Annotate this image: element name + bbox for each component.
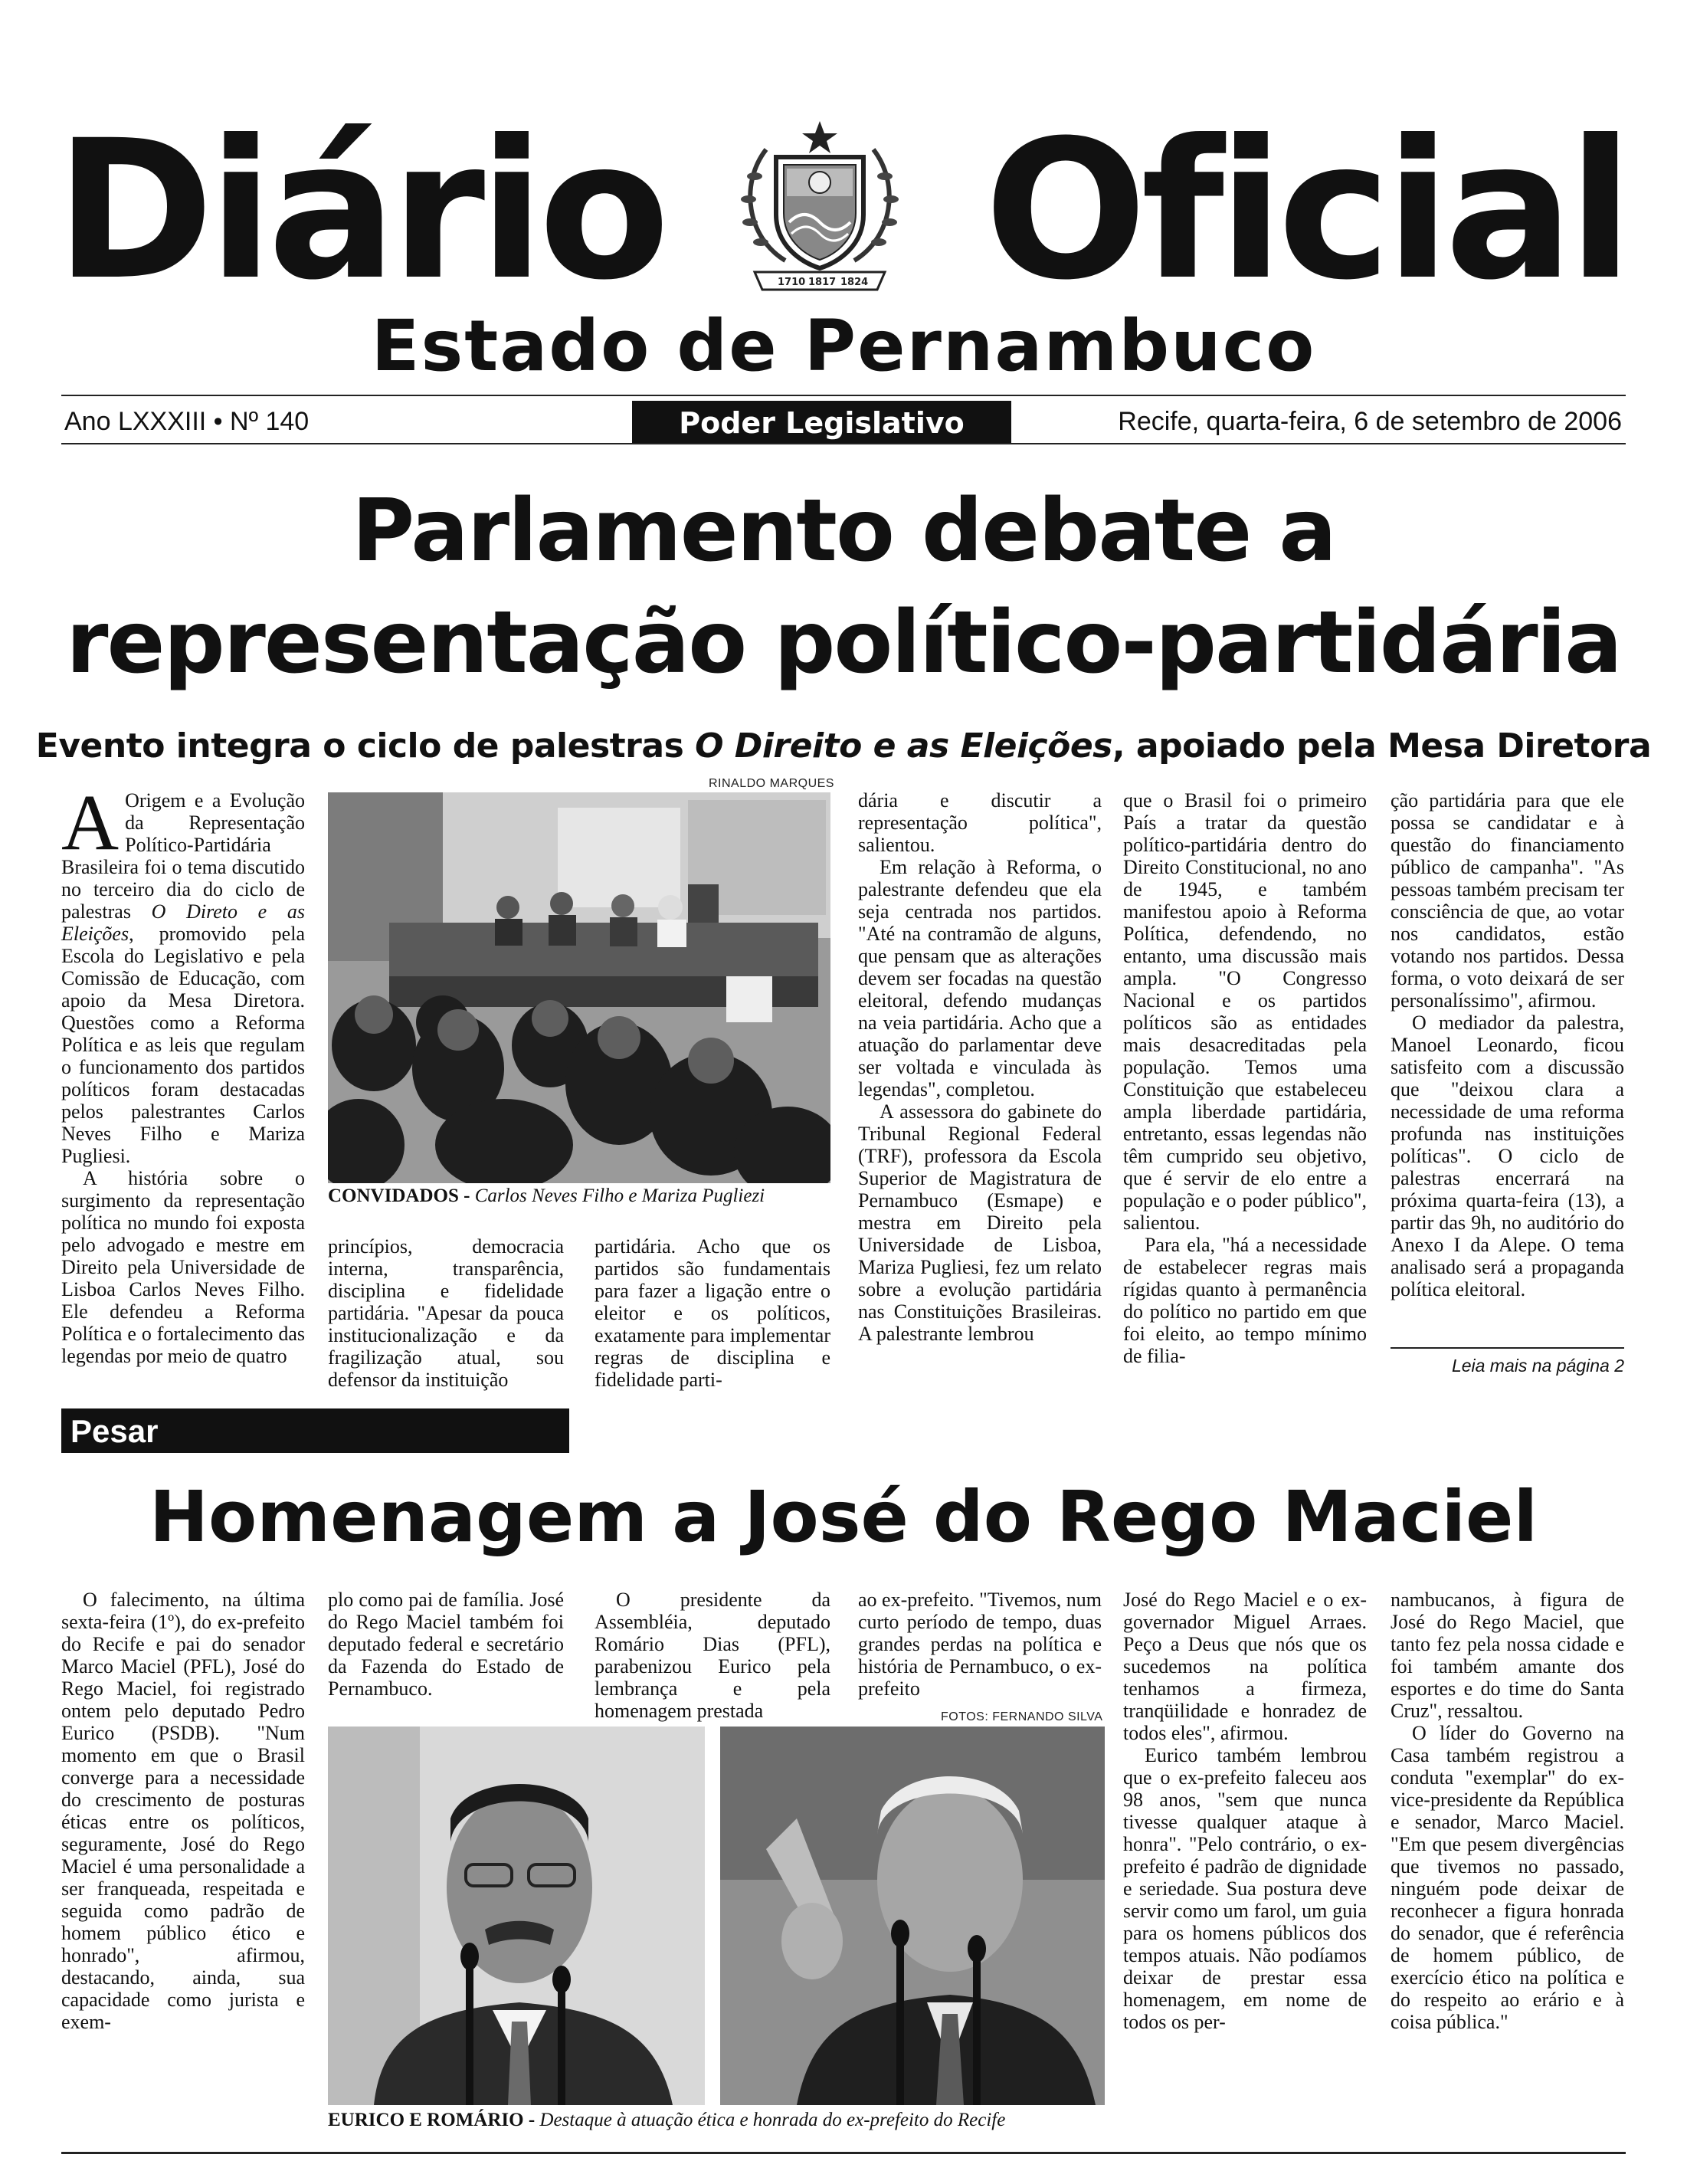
article1-column-2: [328, 1235, 564, 1391]
subhead-post: , apoiado pela Mesa Diretora: [1112, 726, 1652, 766]
article2-col1-para: O falecimento, na última sexta-feira (1º), do ex-prefeito do Recife e pai do senador Marco Maciel (PFL), José do Rego Maciel, foi registrado ontem pelo deputado Pedro Eurico (PSDB). "Num momento em que o Brasil converge para a necessidade do crescimento de posturas éticas entre os políticos, seguramente, José do Rego Maciel é uma personalidade a ser franqueada, respeitada e seguida como padrão de homem público ético e honrado", afirmou, destacando, ainda, sua capacidade como jurista e exem-: [61, 1589, 305, 2033]
page-bottom-rule: [61, 2152, 1626, 2154]
article1-column-6: [1391, 789, 1624, 1300]
caption1-bold: CONVIDADOS -: [328, 1185, 475, 1206]
continue-on-page-2[interactable]: Leia mais na página 2: [1451, 1356, 1624, 1376]
article2-col3-para: O presidente da Assembléia, deputado Romário Dias (PFL), parabenizou Eurico pela lembrança e pela homenagem prestada: [595, 1589, 830, 1722]
conference-photo: [328, 792, 830, 1183]
dateline: Recife, quarta-feira, 6 de setembro de 2006: [1118, 407, 1622, 436]
article1-col5-para1: que o Brasil foi o primeiro País a tratar da questão político-partidária dentro do Direito Constitucional, no ano de 1945, e também manifestou apoio à Reforma Política, defendendo, no entanto, uma discussão mais ampla. "O Congresso Nacional e os partidos políticos são as entidades mais desacreditadas pela população. Temos uma Constituição que estabeleceu ampla liberdade partidária, entretanto, essas legendas não têm cumprido seu objetivo, que é servir de elo entre a população e o poder público", salientou.: [1123, 789, 1367, 1234]
article2-column-6: [1391, 1589, 1624, 2033]
seal-year-3: 1824: [840, 277, 869, 288]
caption2-italic: Destaque à atuação ética e honrada do ex-prefeito do Recife: [539, 2110, 1006, 2130]
subhead-pre: Evento integra o ciclo de palestras: [35, 726, 696, 766]
pesar-section-label: Pesar: [70, 1413, 159, 1449]
col1-series-title: O Direto e as Eleições: [61, 900, 305, 945]
article1-column-4: [858, 789, 1102, 1345]
article2-headline: Homenagem a José do Rego Maciel: [149, 1476, 1538, 1558]
article1-headline-line1: Parlamento debate a: [352, 481, 1335, 581]
article2-col6-para2: O líder do Governo na Casa também registrou a conduta "exemplar" do ex-vice-presidente da República e senador, Marco Maciel. "Em que pesem divergências que tivemos no passado, ninguém pode deixar de reconhecer a figura honrada do senador, que é referência de homem público, de exercício ético na política e do respeito ao erário e à coisa pública.": [1391, 1722, 1624, 2033]
section-banner: Poder Legislativo: [632, 401, 1011, 444]
col1-text-b: , promovido pela Escola do Legislativo e pela Comissão de Educação, com apoio da Mesa Diretora. Questões como a Reforma Política e as leis que regulam o funcionamento dos partidos políticos foram destacadas pelos palestrantes Carlos Neves Filho e Mariza Pugliesi.: [61, 923, 305, 1167]
masthead-title-right: Oficial: [984, 99, 1627, 322]
seal-year-1: 1710: [778, 277, 806, 288]
photo2-caption: [328, 2109, 1005, 2132]
seal-year-2: 1817: [808, 277, 837, 288]
article2-col5-para1: José do Rego Maciel e o ex-governador Miguel Arraes. Peço a Deus que nós que os sucedemos na política tenhamos a firmeza, tranqüilidade e honradez de todos eles", afirmou.: [1123, 1589, 1367, 1744]
article2-col4-para: ao ex-prefeito. "Tivemos, num curto período de tempo, duas grandes perdas na política e história de Pernambuco, o ex-prefeito: [858, 1589, 1102, 1700]
drop-cap: A: [61, 779, 120, 867]
article1-col6-para1: ção partidária para que ele possa se candidatar e à questão do financiamento público de campanha". "As pessoas também precisam ter consciência de que, ao votar nos candidatos, estão votando nos partidos. Dessa forma, o voto deixará de ser personalíssimo", afirmou.: [1391, 789, 1624, 1012]
subhead-series-title: O Direito e as Eleições: [695, 726, 1112, 766]
article1-subhead: [0, 724, 1687, 769]
article2-column-1: [61, 1589, 305, 2033]
photo1-caption: [328, 1185, 765, 1208]
caption2-bold: EURICO E ROMÁRIO -: [328, 2110, 540, 2130]
masthead-state-name: Estado de Pernambuco: [371, 305, 1316, 387]
article1-col2-para: princípios, democracia interna, transparência, disciplina e fidelidade partidária. "Apesar da pouca institucionalização e da fragilização atual, sou defensor da instituição: [328, 1235, 564, 1391]
article1-col4-para3: A assessora do gabinete do Tribunal Regional Federal (TRF), professora da Escola Superior de Magistratura de Pernambuco (Esmape) e mestra em Direito pela Universidade de Lisboa, Mariza Pugliesi, fez um relato sobre a evolução partidária nas Constituições Brasileiras. A palestrante lembrou: [858, 1100, 1102, 1345]
article1-col1-para1: [61, 779, 305, 1167]
photo2-credit: FOTOS: FERNANDO SILVA: [941, 1710, 1103, 1723]
masthead-bottom-rule: [61, 443, 1626, 444]
article2-column-4: [858, 1589, 1102, 1700]
more-rule: [1391, 1347, 1624, 1349]
article2-col2-para: plo como pai de família. José do Rego Maciel também foi deputado federal e secretário da Fazenda do Estado de Pernambuco.: [328, 1589, 564, 1700]
article1-col1-para2: A história sobre o surgimento da representação política no mundo foi exposta pelo advogado e mestre em Direito pela Universidade de Lisboa Carlos Neves Filho. Ele defendeu a Reforma Política e o fortalecimento das legendas por meio de quatro: [61, 1167, 305, 1367]
article2-col6-para1: nambucanos, à figura de José do Rego Maciel, que tanto fez pela nossa cidade e foi também amante dos esportes e do time do Santa Cruz", ressaltou.: [1391, 1589, 1624, 1722]
article1-column-1: [61, 779, 305, 1367]
article2-column-3: [595, 1589, 830, 1722]
masthead-title-left: Diário: [55, 99, 664, 322]
col1-text-a: Origem e a Evolução da Representação Político-Partidária Brasileira foi o tema discutido no terceiro dia do ciclo de palestras: [61, 789, 305, 923]
romario-portrait-photo: [720, 1727, 1105, 2105]
article2-column-5: [1123, 1589, 1367, 2033]
article1-col5-para2: Para ela, "há a necessidade de estabelecer regras mais rígidas quanto à permanência do político no partido em que foi eleito, ao tempo mínimo de filia-: [1123, 1234, 1367, 1367]
article1-col6-para2: O mediador da palestra, Manoel Leonardo, ficou satisfeito com a discussão que "deixou clara a necessidade de uma reforma profunda nas instituições políticas". O ciclo de palestras encerrará na próxima quarta-feira (13), a partir das 9h, no auditório do Anexo I da Alepe. O tema analisado será a propaganda política eleitoral.: [1391, 1012, 1624, 1300]
article1-col4-para1: dária e discutir a representação política", salientou.: [858, 789, 1102, 856]
article1-col4-para2: Em relação à Reforma, o palestrante defendeu que ela seja centrada nos partidos. "Até na contramão de alguns, que pensam que as alterações devem ser focadas na questão eleitoral, defendo mudanças na veia partidária. Acho que a atuação do parlamentar deve ser voltada e vinculada às legendas", completou.: [858, 856, 1102, 1100]
article2-column-2: [328, 1589, 564, 1700]
photo1-credit: RINALDO MARQUES: [709, 777, 834, 790]
article1-column-5: [1123, 789, 1367, 1367]
masthead-top-rule: [61, 395, 1626, 396]
edition-number: Ano LXXXIII • Nº 140: [64, 407, 310, 436]
article1-col3-para: partidária. Acho que os partidos são fundamentais para fazer a ligação entre o eleitor e os políticos, exatamente para implementar regras de disciplina e fidelidade parti-: [595, 1235, 830, 1391]
article1-column-3: [595, 1235, 830, 1391]
eurico-portrait-photo: [328, 1727, 705, 2105]
coat-of-arms-seal: [732, 115, 908, 299]
article2-col5-para2: Eurico também lembrou que o ex-prefeito faleceu aos 98 anos, "sem que nunca tivesse qualquer ataque à honra". "Pelo contrário, o ex-prefeito é padrão de dignidade e seriedade. Sua postura deve servir como um farol, um guia para os homens públicos dos tempos atuais. Não podíamos deixar de prestar essa homenagem, em nome de todos os per-: [1123, 1744, 1367, 2033]
article1-headline-line2: representação político-partidária: [66, 593, 1621, 693]
caption1-italic: Carlos Neves Filho e Mariza Pugliezi: [474, 1185, 765, 1206]
